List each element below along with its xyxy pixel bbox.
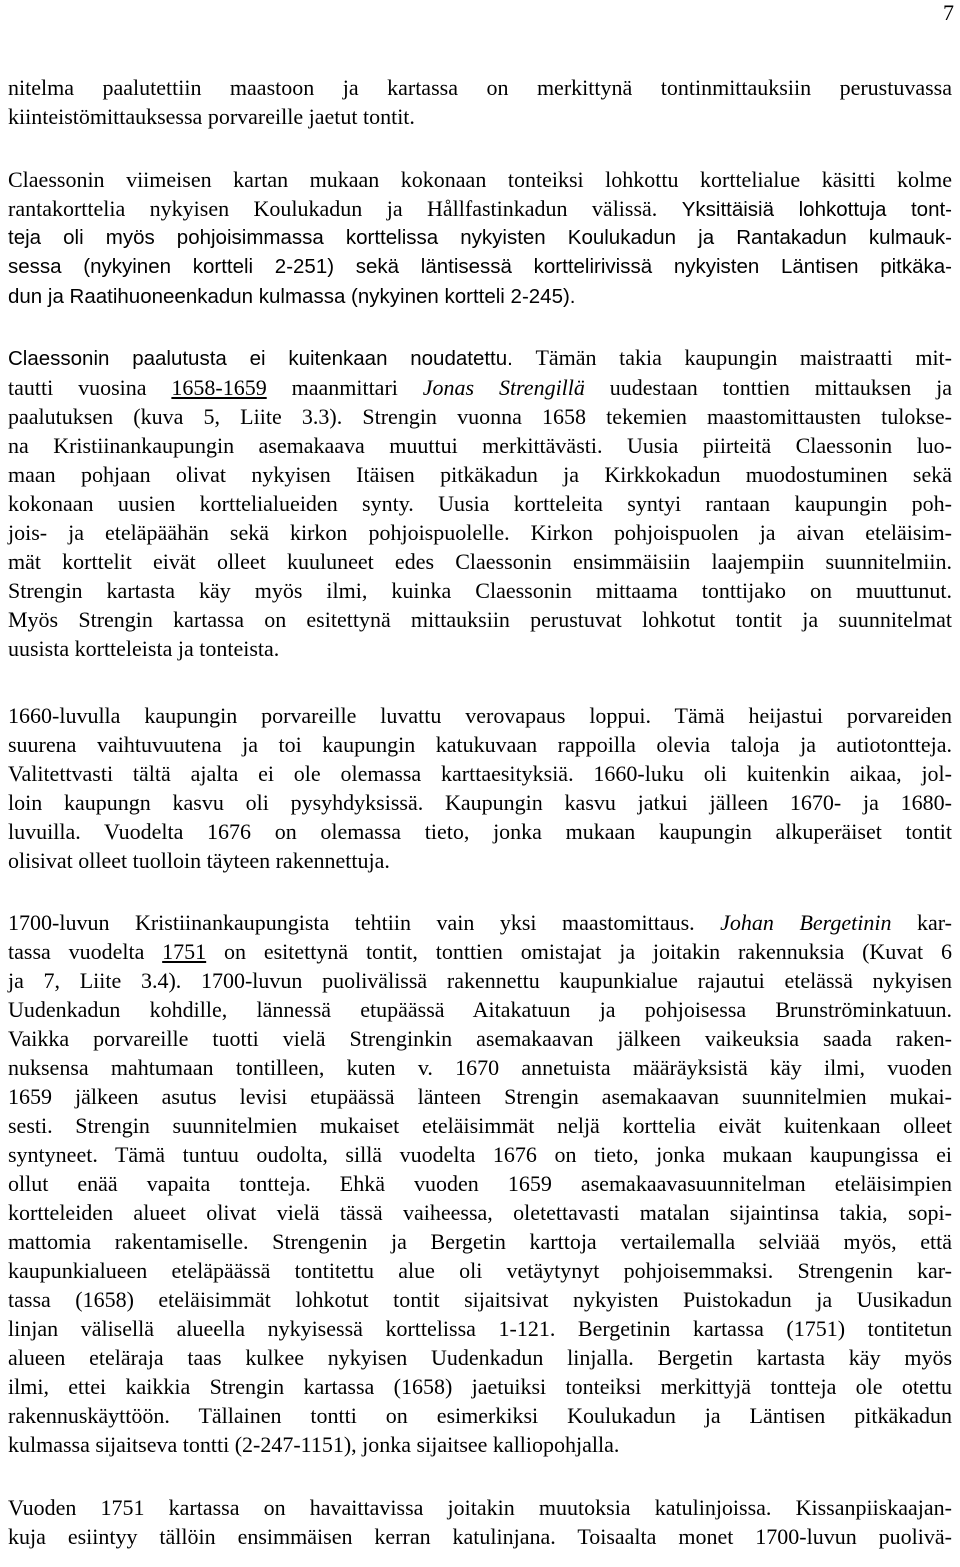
text-span: kar- [891, 910, 952, 935]
text-span: uudestaan tonttien mittauksen ja [584, 375, 952, 400]
text-line: olisivat olleet tuolloin täyteen rakennettuja. [8, 848, 390, 873]
text-line [8, 376, 952, 400]
text-span: Ehkä vuoden 1659 asemakaavasuunnitelman eteläisimpien [339, 1171, 952, 1196]
text-span: Jonas Strengillä [422, 375, 585, 400]
text-span: kaupunkialueen eteläpäässä tontitettu alue oli vetäytynyt pohjoisemmaksi. [8, 1258, 798, 1283]
text-line [8, 1404, 952, 1428]
text-span: Yksittäisiä lohkottuja tont- [681, 198, 953, 221]
text-span: Kaupungin kasvu jatkui jälleen 1670- ja 1680- [445, 790, 952, 815]
text-span: Claessonin paalutusta ei kuitenkaan noudatettu. [8, 347, 513, 370]
text-line [8, 762, 952, 786]
text-line [8, 704, 952, 728]
text-line [8, 1172, 952, 1196]
text-line: sessa (nykyinen kortteli 2-251) sekä läntisessä korttelirivissä nykyisten Läntisen pitkäka- [8, 255, 952, 278]
text-line: Vaikka porvareille tuotti vielä Strenginkin asemakaavan jälkeen vaikeuksia saada raken- [8, 1026, 952, 1051]
text-span: na Kristiinankaupungin asemakaava muuttui merkittävästi. [8, 433, 627, 458]
text-span: Valitettvasti tältä ajalta ei ole olemassa karttaesityksiä. [8, 761, 594, 786]
text-span: Uusia kortteleita syntyi rantaan kaupungin poh- [438, 491, 952, 516]
text-line [8, 405, 952, 429]
text-span: Tämä heijastui porvareiden [674, 703, 952, 728]
text-line: kortteleiden alueet olivat vielä tässä vaiheessa, oletettavasti matalan sijaintinsa takia, sopi- [8, 1200, 952, 1225]
text-line: ilmi, ettei kaikkia Strengin kartassa (1658) jaetuiksi tonteiksi merkittyjä tontteja ole otettu [8, 1374, 952, 1399]
text-span: linjan välisellä alueella nykyisessä korttelissa 1-121. [8, 1316, 578, 1341]
text-span: syntyneet. [8, 1142, 115, 1167]
text-line: suurena vaihtuvuutena ja toi kaupungin katukuvaan rappoilla olevia taloja ja autiotontteja. [8, 732, 952, 757]
text-span: 1660-luvulla kaupungin porvareille luvattu verovapaus loppui. [8, 703, 675, 728]
text-span: Kissanpiiskaajan- [795, 1495, 952, 1520]
text-line [8, 1143, 952, 1167]
text-span: mattomia rakentamiselle. [8, 1229, 273, 1254]
text-line [8, 820, 952, 844]
text-span: luvuilla. [8, 819, 105, 844]
text-line: Strengin kartasta käy myös ilmi, kuinka Claessonin mittaama tonttijako on muuttunut. [8, 578, 952, 603]
text-line [8, 492, 952, 516]
text-line: Uudenkadun kohdille, lännessä etupäässä Aitakatuun ja pohjoisessa Brunströminkatuun. [8, 997, 952, 1022]
text-line [8, 346, 952, 371]
text-span: tautti vuosina [8, 375, 172, 400]
text-span: Toisaalta monet 1700-luvun puolivä- [577, 1524, 952, 1549]
text-line: tassa (1658) eteläisimmät lohkotut tontit sijaitsivat nykyisten Puistokadun ja Uusikadun [8, 1287, 952, 1312]
text-line: mät korttelit eivät olleet kuuluneet edes Claessonin ensimmäisiin laajempiin suunnitelmiin. [8, 549, 952, 574]
text-line [8, 521, 952, 545]
text-span: Johan Bergetinin [720, 910, 892, 935]
text-line: dun ja Raatihuoneenkadun kulmassa (nykyinen kortteli 2-245). [8, 285, 576, 308]
text-line [8, 197, 952, 222]
text-span: ja 7, Liite 3.4). [8, 968, 201, 993]
text-span: Strengin suunnitelmien mukaiset eteläisimmät neljä korttelia eivät kuitenkaan olleet [75, 1113, 952, 1138]
text-span: 1658-1659 [171, 375, 267, 400]
text-span: Tämä tuntuu oudolta, sillä vuodelta 1676 on tieto, jonka mukaan kaupungissa ei [114, 1142, 952, 1167]
text-span: tassa vuodelta [8, 939, 163, 964]
text-span: Kirkon pohjoispuolen ja aivan eteläisim- [530, 520, 952, 545]
text-line: Claessonin viimeisen kartan mukaan kokonaan tonteiksi lohkottu korttelialue käsitti kolme [8, 167, 952, 192]
text-span: sesti. [8, 1113, 76, 1138]
text-span: Vuoden 1751 kartassa on havaittavissa joitakin muutoksia katulinjoissa. [8, 1495, 796, 1520]
text-span: Strengin vuonna 1658 tekemien maastomittausten tulokse- [362, 404, 952, 429]
text-span: Bergetin kartasta käy myös [657, 1345, 952, 1370]
text-span: 1700-luvun Kristiinankaupungista tehtiin vain yksi maastomittaus. [8, 910, 721, 935]
text-span: Bergetinin kartassa (1751) tontitetun [577, 1316, 952, 1341]
text-line [8, 940, 952, 964]
text-line [8, 1317, 952, 1341]
text-span: maanmittari [266, 375, 423, 400]
text-span: Tällainen tontti on esimerkiksi Koulukadun ja Läntisen pitkäkadun [198, 1403, 952, 1428]
text-span: 1670 annetuista määräyksistä käy ilmi, vuoden [455, 1055, 952, 1080]
text-span: 1700-luvun puolivälissä rakennettu kaupunkialue rajautui etelässä nykyisen [200, 968, 952, 993]
text-line: Myös Strengin kartassa on esitettynä mittauksiin perustuvat lohkotut tontit ja suunnitelmat [8, 607, 952, 632]
text-span: Strengenin ja Bergetin karttoja vertailemalla selviää myös, että [272, 1229, 952, 1254]
text-span: nuksensa mahtumaan tontilleen, kuten v. [8, 1055, 456, 1080]
text-span: jois- ja eteläpäähän sekä kirkon pohjoispuolelle. [8, 520, 531, 545]
text-span: kokonaan uusien korttelialueiden synty. [8, 491, 439, 516]
text-line: 1659 jälkeen asutus levisi etupäässä länteen Strengin asemakaavan suunnitelmien mukai- [8, 1084, 952, 1109]
text-span: on esitettynä tontit, tonttien omistajat ja joitakin rakennuksia (Kuvat 6 [206, 939, 952, 964]
text-line: uusista kortteleista ja tonteista. [8, 636, 280, 661]
text-span: paalutuksen (kuva 5, Liite 3.3). [8, 404, 363, 429]
text-span: rantakorttelia nykyisen Koulukadun ja Hållfastinkadun välissä. [8, 196, 682, 221]
text-span: loin kaupungn kasvu oli pysyhdyksissä. [8, 790, 446, 815]
text-line [8, 1346, 952, 1370]
text-line [8, 1230, 952, 1254]
text-line [8, 1496, 952, 1520]
text-line [8, 1525, 952, 1549]
text-span: 1751 [162, 939, 207, 964]
text-span: ollut enää vapaita tontteja. [8, 1171, 340, 1196]
text-span: kuja esiintyy tällöin ensimmäisen kerran katulinjana. [8, 1524, 578, 1549]
text-line: kiinteistömittauksessa porvareille jaetut tontit. [8, 104, 415, 129]
text-line [8, 1114, 952, 1138]
text-line [8, 1056, 952, 1080]
text-line [8, 911, 952, 935]
text-span: Uusia piirteitä Claessonin luo- [626, 433, 953, 458]
text-span: 1660-luku oli kuitenkin aikaa, jol- [593, 761, 952, 786]
text-span: rakennuskäyttöön. [8, 1403, 199, 1428]
page-number: 7 [943, 0, 954, 25]
text-span: Tämän takia kaupungin maistraatti mit- [535, 345, 953, 370]
text-line [8, 1259, 952, 1283]
text-line [8, 434, 952, 458]
text-line: kulmassa sijaitseva tontti (2-247-1151), jonka sijaitsee kalliopohjalla. [8, 1432, 620, 1457]
text-span: Strengenin kar- [797, 1258, 952, 1283]
text-span: Vuodelta 1676 on olemassa tieto, jonka mukaan kaupungin alkuperäiset tontit [104, 819, 952, 844]
text-line: maan pohjaan olivat nykyisen Itäisen pitkäkadun ja Kirkkokadun muodostuminen sekä [8, 462, 952, 487]
text-line [8, 791, 952, 815]
text-line: nitelma paalutettiin maastoon ja kartassa on merkittynä tontinmittauksiin perustuvassa [8, 75, 952, 100]
text-span: alueen eteläraja taas kulkee nykyisen Uudenkadun linjalla. [8, 1345, 658, 1370]
text-line: teja oli myös pohjoisimmassa korttelissa nykyisten Koulukadun ja Rantakadun kulmauk- [8, 226, 952, 249]
text-line [8, 969, 952, 993]
